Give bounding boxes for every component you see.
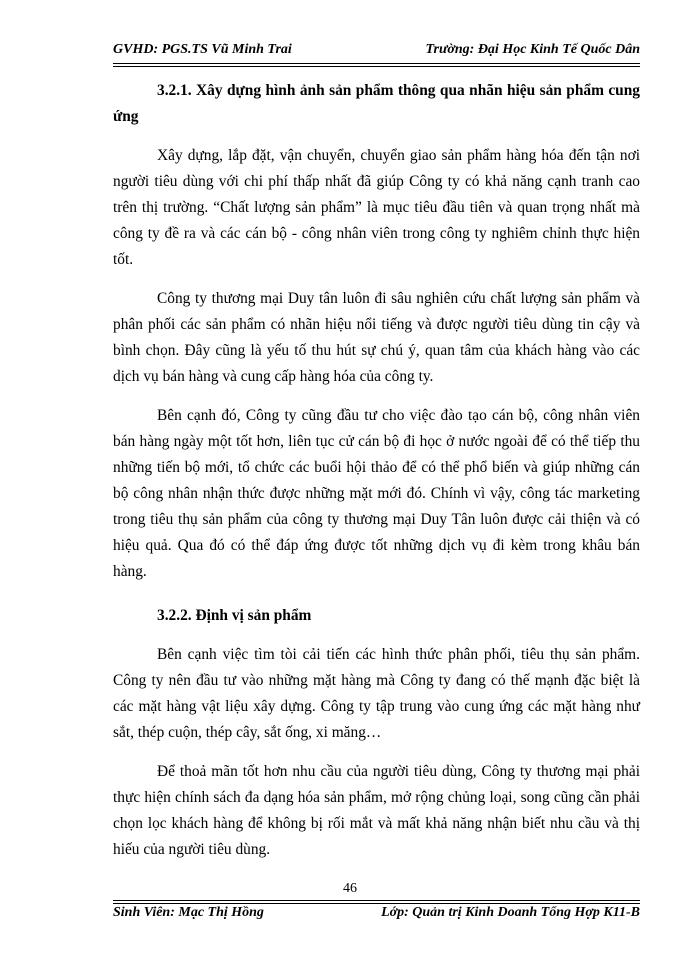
footer-rule bbox=[113, 900, 640, 904]
footer-class: Lớp: Quản trị Kinh Doanh Tổng Hợp K11-B bbox=[381, 905, 640, 920]
paragraph: Để thoả mãn tốt hơn nhu cầu của người tiêu dùng, Công ty thương mại phải thực hiện chính sách đa dạng hóa sản phẩm, mở rộng chủng loại, song cũng cần phải chọn lọc khách hàng để không bị rối mắt và mất khả năng nhận biết nhu cầu và thị hiếu của người tiêu dùng. bbox=[113, 763, 640, 858]
section-heading-3-2-1: 3.2.1. Xây dựng hình ảnh sản phẩm thông qua nhãn hiệu sản phẩm cung ứng bbox=[113, 82, 640, 125]
paragraph: Bên cạnh đó, Công ty cũng đầu tư cho việc đào tạo cán bộ, công nhân viên bán hàng ngày một tốt hơn, liên tục cử cán bộ đi học ở nước ngoài để có thể tiếp thu những tiến bộ mới, tổ chức các buổi hội thảo để có thể phổ biến và giúp những cán bộ công nhân nhận thức được những mặt mới đó. Chính vì vậy, công tác marketing trong tiêu thụ sản phẩm của công ty thương mại Duy Tân luôn được cải thiện và có hiệu quả. Qua đó có thể đáp ứng được tốt những dịch vụ đi kèm trong khâu bán hàng. bbox=[113, 407, 640, 580]
paragraph: Xây dựng, lắp đặt, vận chuyển, chuyển giao sản phẩm hàng hóa đến tận nơi người tiêu dùng với chi phí thấp nhất đã giúp Công ty có khả năng cạnh tranh cao trên thị trường. “Chất lượng sản phẩm” là mục tiêu đầu tiên và quan trọng nhất mà công ty đề ra và các cán bộ - công nhân viên trong công ty nghiêm chỉnh thực hiện tốt. bbox=[113, 147, 640, 268]
page-footer bbox=[113, 905, 640, 927]
header-rule bbox=[113, 63, 640, 67]
page-header bbox=[113, 42, 640, 64]
paragraph: Bên cạnh việc tìm tòi cải tiến các hình thức phân phối, tiêu thụ sản phẩm. Công ty nên đầu tư vào những mặt hàng mà Công ty đang có thế mạnh đặc biệt là các mặt hàng vật liệu xây dựng. Công ty tập trung vào cung ứng các mặt hàng như sắt, thép cuộn, thép cây, sắt ống, xi măng… bbox=[113, 646, 640, 741]
header-university: Trường: Đại Học Kinh Tế Quốc Dân bbox=[425, 42, 640, 57]
footer-student: Sinh Viên: Mạc Thị Hồng bbox=[113, 905, 264, 920]
paragraph: Công ty thương mại Duy tân luôn đi sâu nghiên cứu chất lượng sản phẩm và phân phối các sản phẩm có nhãn hiệu nổi tiếng và được người tiêu dùng tin cậy và bình chọn. Đây cũng là yếu tố thu hút sự chú ý, quan tâm của khách hàng vào các dịch vụ bán hàng và cung cấp hàng hóa của công ty. bbox=[113, 290, 640, 385]
header-supervisor: GVHD: PGS.TS Vũ Minh Trai bbox=[113, 42, 292, 57]
page-number: 46 bbox=[343, 881, 357, 896]
document-body bbox=[113, 78, 640, 863]
section-heading-3-2-2: 3.2.2. Định vị sản phẩm bbox=[157, 607, 312, 624]
